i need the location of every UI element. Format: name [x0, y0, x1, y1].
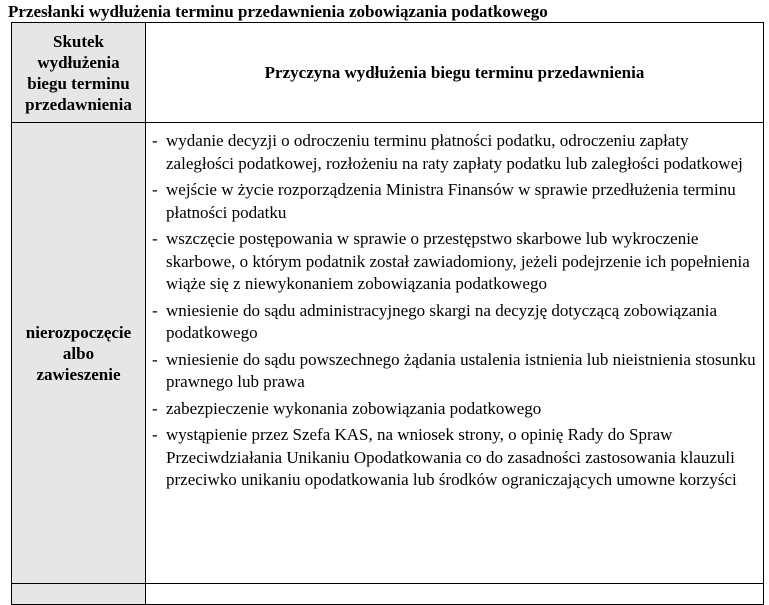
list-item — [152, 424, 757, 492]
partial-cause-cell — [146, 584, 764, 605]
partial-effect-cell — [12, 584, 146, 605]
reason-text: zabezpieczenie wykonania zobowiązania podatkowego — [166, 398, 542, 418]
bullet-dash: - — [152, 300, 158, 320]
table-row — [12, 123, 764, 584]
bullet-dash: - — [152, 398, 158, 418]
effect-line: albo — [62, 343, 95, 363]
list-item — [152, 349, 757, 394]
reason-text: wszczęcie postępowania w sprawie o przestępstwo skarbowe lub wykroczenie skarbowe, o którym podatnik został zawiadomiony, jeżeli podejrzenie ich popełnienia wiąże się z niewykonaniem zobowiązania podatkowego — [166, 229, 750, 293]
bullet-dash: - — [152, 349, 158, 369]
limitation-extension-table — [11, 22, 764, 605]
table-row-partial — [12, 584, 764, 605]
reason-text: wejście w życie rozporządzenia Ministra Finansów w sprawie przedłużenia terminu płatności podatku — [166, 180, 736, 222]
list-item — [152, 300, 757, 345]
list-item — [152, 228, 757, 296]
header-cause-text: Przyczyna wydłużenia biegu terminu przedawnienia — [264, 63, 645, 82]
reason-text: wystąpienie przez Szefa KAS, na wniosek strony, o opinię Rady do Spraw Przeciwdziałania Unikaniu Opodatkowania co do zasadności zastosowania klauzuli przeciwko unikaniu opodatkowania lub środków ograniczających umowne korzyści — [166, 425, 737, 489]
bullet-dash: - — [152, 425, 158, 444]
bullet-dash: - — [152, 229, 158, 248]
reasons-cell — [146, 123, 764, 584]
header-effect-cell — [12, 23, 146, 123]
effect-line: nierozpoczęcie — [25, 322, 132, 342]
effect-line: zawieszenie — [36, 364, 121, 384]
list-item — [152, 130, 757, 175]
header-cause-cell — [146, 23, 764, 123]
reason-text: wniesienie do sądu administracyjnego skargi na decyzję dotyczącą zobowiązania podatkowego — [166, 300, 718, 342]
table-header-row — [12, 23, 764, 123]
effect-cell — [12, 123, 146, 584]
header-effect-line: Skutek — [52, 31, 105, 51]
document-title: Przesłanki wydłużenia terminu przedawnienia zobowiązania podatkowego — [8, 2, 548, 21]
list-item — [152, 179, 757, 224]
reasons-list — [146, 123, 763, 492]
bullet-dash: - — [152, 180, 158, 199]
list-item — [152, 398, 757, 421]
reason-text: wydanie decyzji o odroczeniu terminu płatności podatku, odroczeniu zapłaty zaległości podatkowej, rozłożeniu na raty zapłaty podatku lub zaległości podatkowej — [166, 131, 743, 173]
header-effect-line: biegu terminu — [27, 73, 130, 93]
header-effect-line: przedawnienia — [25, 94, 132, 114]
header-effect-line: wydłużenia — [37, 52, 120, 72]
reason-text: wniesienie do sądu powszechnego żądania ustalenia istnienia lub nieistnienia stosunku prawnego lub prawa — [166, 349, 756, 391]
bullet-dash: - — [152, 131, 158, 150]
